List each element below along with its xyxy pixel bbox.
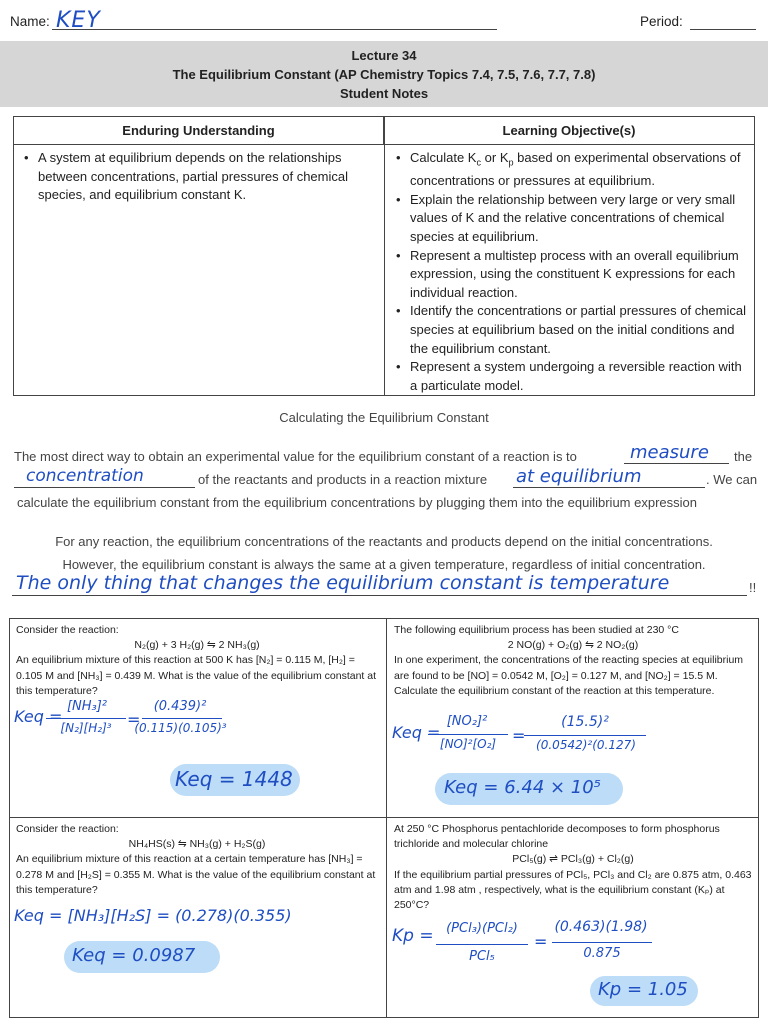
problem-3-reaction: NH₄HS(s) ⇋ NH₃(g) + H₂S(g) <box>128 838 266 851</box>
eu-header: Enduring Understanding <box>14 117 384 145</box>
problem-grid <box>9 618 759 1018</box>
paragraph-1-d: . We can <box>706 472 758 487</box>
equals-sign: = <box>512 726 526 745</box>
p2-den2: (0.0542)²(0.127) <box>536 738 636 752</box>
grid-divider-horizontal <box>10 817 758 818</box>
problem-1-reaction: N₂(g) + 3 H₂(g) ⇋ 2 NH₃(g) <box>134 639 260 652</box>
banner-subtitle: Student Notes <box>339 86 429 101</box>
name-value[interactable]: KEY <box>56 8 101 33</box>
fraction-bar <box>142 718 222 719</box>
blank-concentration[interactable]: concentration <box>26 466 144 486</box>
paragraph-1-c: of the reactants and products in a reaction mixture <box>198 472 488 487</box>
blank-at-equilibrium[interactable]: at equilibrium <box>516 466 642 487</box>
blank-line <box>513 487 705 488</box>
fraction-bar <box>552 942 652 943</box>
lo-item: • Represent a multistep process with an overall equilibrium expression, using the constituent K expressions for each individual reaction. <box>392 247 748 303</box>
table-divider <box>384 117 385 395</box>
p4-den2: 0.875 <box>583 946 621 961</box>
p1-den2: (0.115)(0.105)³ <box>134 721 227 735</box>
lo-header: Learning Objective(s) <box>384 117 754 145</box>
problem-2-intro: The following equilibrium process has been studied at 230 °C <box>394 624 679 636</box>
fraction-bar <box>46 718 126 719</box>
p2-num2: (15.5)² <box>561 714 609 730</box>
p4-kp-label: Kp = <box>392 926 434 946</box>
problem-2-text: In one experiment, the concentrations of the reacting species at equilibrium are found to be [NO] = 0.0542 M, [O₂] = 0.127 M, and [NO₂] = 15.5 M. Calculate the equilibrium constant of the reaction at this temperature. <box>394 654 744 697</box>
p2-answer[interactable]: Keq = 6.44 × 10⁵ <box>444 777 601 798</box>
problem-1-text: An equilibrium mixture of this reaction at 500 K has [N₂] = 0.115 M, [H₂] = 0.105 M and [NH₃] = 0.439 M. What is the value of the equilibrium constant at this temperature? <box>16 654 377 697</box>
fraction-bar <box>436 944 528 945</box>
lo-item <box>392 149 748 191</box>
problem-4-intro: At 250 °C Phosphorus pentachloride decomposes to form phosphorus trichloride and molecular chlorine <box>394 823 720 851</box>
lo-item-text: based on experimental observations of concentrations or pressures at equilibrium. <box>410 150 741 189</box>
lo-item: • Identify the concentrations or partial pressures of chemical species at equilibrium based on the initial conditions and the equilibrium constant. <box>392 302 748 358</box>
blank-line <box>14 487 195 488</box>
p1-keq-label: Keq = <box>14 707 63 726</box>
name-row <box>10 8 760 36</box>
p4-den1: PCl₅ <box>469 949 495 964</box>
section-title: Calculating the Equilibrium Constant <box>279 410 489 425</box>
paragraph-1-b: the <box>734 449 753 464</box>
eu-item: • A system at equilibrium depends on the relationships between concentrations, partial pressures of chemical species, and equilibrium constant K. <box>20 149 380 205</box>
banner-title: The Equilibrium Constant (AP Chemistry Topics 7.4, 7.5, 7.6, 7.7, 7.8) <box>172 67 596 82</box>
lo-item: • Represent a system undergoing a reversible reaction with a particulate model. <box>392 358 748 395</box>
paragraph-1-e: calculate the equilibrium constant from the equilibrium concentrations by plugging them into the equilibrium expression <box>17 495 697 510</box>
name-label: Name: <box>10 14 50 29</box>
fraction-bar <box>524 735 646 736</box>
lo-item-text: Calculate K <box>410 150 477 165</box>
p4-num1: (PCl₃)(PCl₂) <box>446 921 518 936</box>
p2-keq-label: Keq = <box>392 723 441 742</box>
period-field[interactable] <box>690 29 756 30</box>
problem-3-intro: Consider the reaction: <box>16 823 119 835</box>
lo-item-sub: p <box>508 157 514 168</box>
problem-4 <box>394 822 752 913</box>
equals-sign: = <box>127 710 141 729</box>
paragraph-1-a: The most direct way to obtain an experimental value for the equilibrium constant of a reaction is to <box>14 449 577 464</box>
p2-den1: [NO]²[O₂] <box>439 737 497 751</box>
p4-num2: (0.463)(1.98) <box>554 919 648 935</box>
problem-4-text: If the equilibrium partial pressures of PCl₅, PCl₃ and Cl₂ are 0.875 atm, 0.463 atm and 1.98 atm , respectively, what is the equilibrium constant (Kₚ) at 250°C? <box>394 868 752 912</box>
problem-4-reaction: PCl₅(g) ⇌ PCl₃(g) + Cl₂(g) <box>512 853 634 866</box>
problem-2-reaction: 2 NO(g) + O₂(g) ⇋ 2 NO₂(g) <box>507 639 639 652</box>
problem-1-intro: Consider the reaction: <box>16 624 119 636</box>
paragraph-2-a: For any reaction, the equilibrium concentrations of the reactants and products depend on the initial concentrations. <box>55 534 713 549</box>
fraction-bar <box>428 734 508 735</box>
p2-num1: [NO₂]² <box>446 714 488 729</box>
problem-2 <box>394 623 752 699</box>
blank-line <box>624 463 729 464</box>
p3-answer[interactable]: Keq = 0.0987 <box>72 945 196 966</box>
problem-1 <box>16 623 378 699</box>
p1-den1: [N₂][H₂]³ <box>60 721 112 735</box>
blank-temperature-statement[interactable]: The only thing that changes the equilibrium constant is temperature <box>16 572 670 594</box>
blank-measure[interactable]: measure <box>630 442 709 463</box>
paragraph-3-end: !! <box>749 580 757 595</box>
lecture-banner <box>0 41 768 107</box>
blank-line <box>12 595 747 596</box>
lo-item: • Explain the relationship between very large or very small values of K and the relative concentrations of chemical species at equilibrium. <box>392 191 748 247</box>
lo-item-text: or K <box>481 150 509 165</box>
problem-3 <box>16 822 378 898</box>
objectives-table <box>13 116 755 396</box>
eu-list <box>20 149 380 205</box>
paragraph-2-b: However, the equilibrium constant is always the same at a given temperature, regardless of initial concentration. <box>62 557 706 572</box>
equals-sign: = <box>534 932 548 951</box>
lo-item-sub: c <box>476 157 482 168</box>
period-label: Period: <box>640 14 683 29</box>
name-line <box>52 29 497 30</box>
lo-list <box>392 149 748 395</box>
p4-answer[interactable]: Kp = 1.05 <box>598 979 688 1000</box>
banner-lecture: Lecture 34 <box>351 48 417 63</box>
grid-divider-vertical <box>386 619 387 1017</box>
p3-work: Keq = [NH₃][H₂S] = (0.278)(0.355) <box>14 906 292 925</box>
p1-answer[interactable]: Keq = 1448 <box>175 767 293 791</box>
p1-num2: (0.439)² <box>153 699 207 714</box>
problem-3-text: An equilibrium mixture of this reaction at a certain temperature has [NH₃] = 0.278 M and [H₂S] = 0.355 M. What is the value of the equilibrium constant at this temperature? <box>16 853 376 896</box>
p1-num1: [NH₃]² <box>66 699 108 714</box>
